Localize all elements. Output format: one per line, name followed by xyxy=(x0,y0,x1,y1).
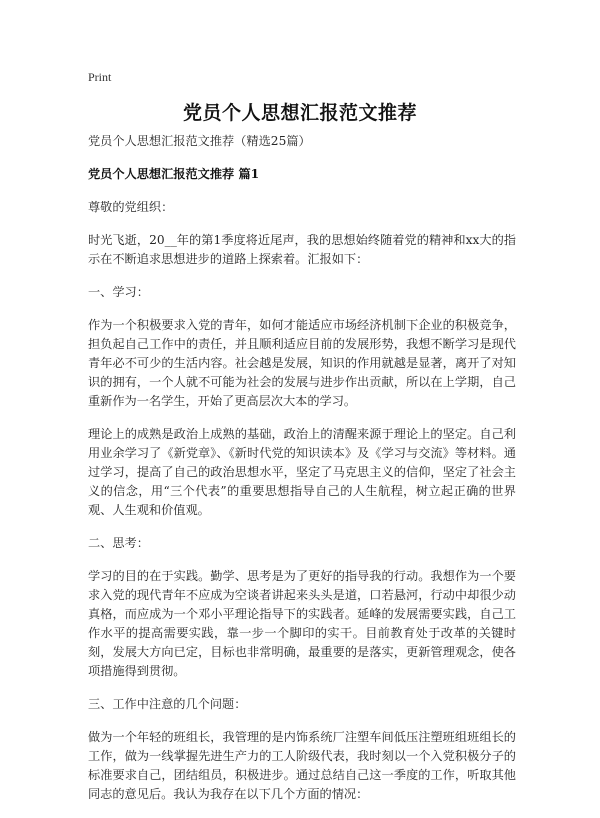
paragraph-intro: 时光飞逝，20__年的第1季度将近尾声，我的思想始终随着党的精神和xx大的指示在不断追求思想进步的道路上探索着。汇报如下： xyxy=(88,233,516,266)
paragraph-work-issues: 做为一个年轻的班组长，我管理的是内饰系统厂注塑车间低压注塑班组班组长的工作，做为一线掌握先进生产力的工人阶级代表，我时刻以一个入党积极分子的标准要求自己，团结组员，积极进步。通过总结自己这一季度的工作，听取其他同志的意见后。我认为我存在以下几个方面的情况： xyxy=(88,730,516,801)
heading-work-issues: 三、工作中注意的几个问题： xyxy=(88,697,247,711)
paragraph-study-1: 作为一个积极要求入党的青年，如何才能适应市场经济机制下企业的积极竞争，担负起自己工作中的责任，并且顺利适应目前的发展形势，我想不断学习是现代青年必不可少的生活内容。社会越是发展，知识的作用就越是显著，离开了对知识的拥有，一个人就不可能为社会的发展与进步作出贡献，所以在上学期，自己重新作为一名学生，开始了更高层次大本的学习。 xyxy=(88,318,516,408)
heading-thinking: 二、思考： xyxy=(88,536,149,550)
page-title: 党员个人思想汇报范文推荐 xyxy=(182,102,417,124)
document-subtitle: 党员个人思想汇报范文推荐（精选25篇） xyxy=(88,134,311,148)
heading-study: 一、学习： xyxy=(88,285,149,299)
paragraph-study-2: 理论上的成熟是政治上成熟的基础，政治上的清醒来源于理论上的坚定。自己利用业余学习了《新党章》、《新时代党的知识读本》及《学习与交流》等材料。通过学习，提高了自己的政治思想水平，坚定了马克思主义的信仰，坚定了社会主义的信念，用“三个代表”的重要思想指导自己的人生航程，树立起正确的世界观、人生观和价值观。 xyxy=(88,427,516,517)
salutation: 尊敬的党组织： xyxy=(88,200,174,214)
print-label[interactable]: Print xyxy=(88,70,112,84)
document-body xyxy=(88,132,516,818)
paragraph-thinking: 学习的目的在于实践。勤学、思考是为了更好的指导我的行动。我想作为一个要求入党的现代青年不应成为空谈者讲起来头头是道，口若悬河，行动中却很少动真格，而应成为一个邓小平理论指导下的实践者。延峰的发展需要实践，自己工作水平的提高需要实践，靠一步一个脚印的实干。目前教育处于改革的关键时刻，发展大方向已定，目标也非常明确，最重要的是落实，更新管理观念，使各项措施得到贯彻。 xyxy=(88,569,516,678)
section-title: 党员个人思想汇报范文推荐 篇1 xyxy=(88,167,260,181)
